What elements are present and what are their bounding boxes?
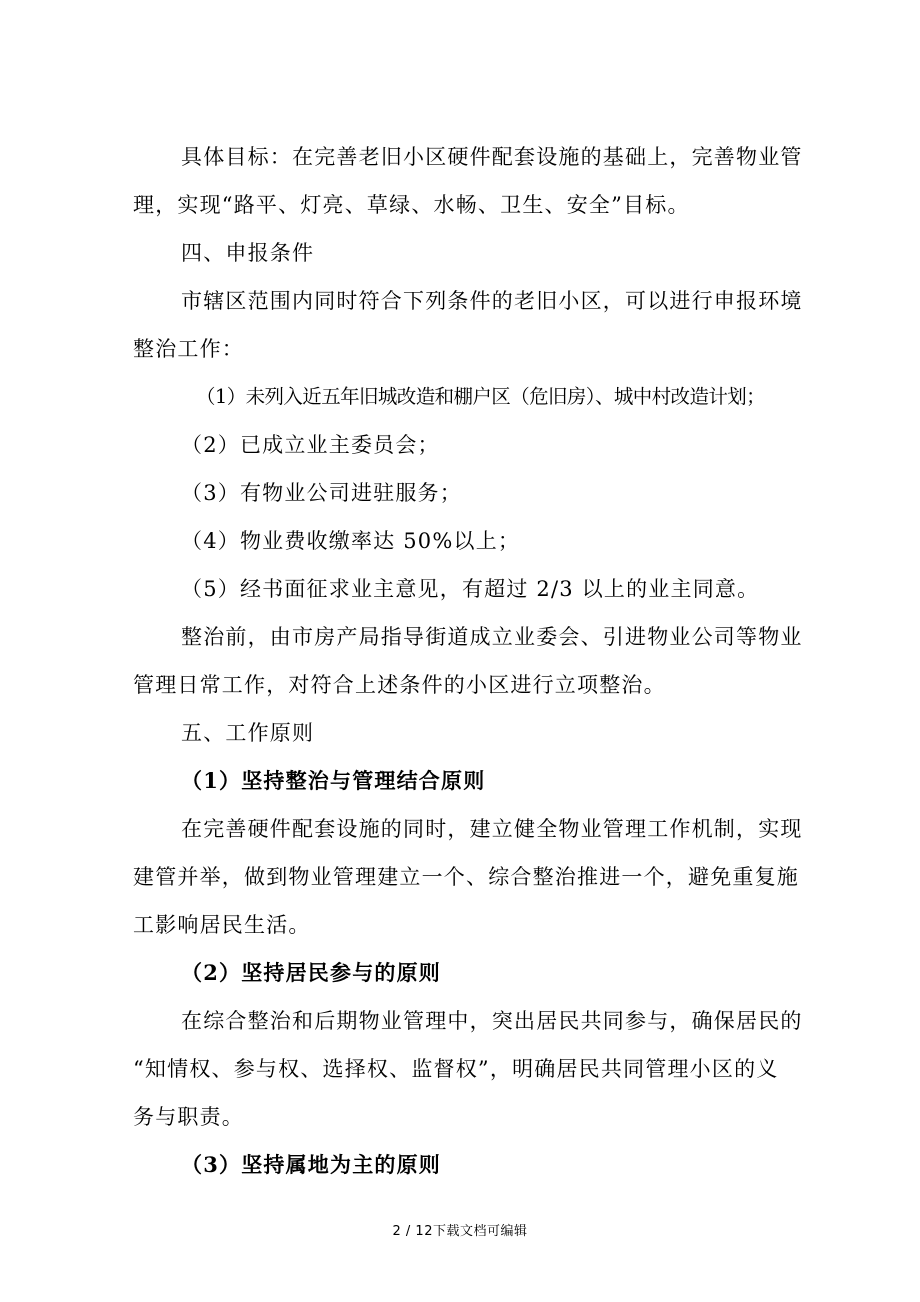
paragraph-line: 管理日常工作，对符合上述条件的小区进行立项整治。 [133,673,666,697]
paragraph-line: 市辖区范围内同时符合下列条件的老旧小区，可以进行申报环境 [181,289,803,313]
paragraph-line: 在完善硬件配套设施的同时，建立健全物业管理工作机制，实现 [181,817,803,841]
paragraph-line: 整治工作： [133,337,244,361]
list-item: （4）物业费收缴率达 50%以上； [181,529,521,553]
paragraph-line: 理，实现“路平、灯亮、草绿、水畅、卫生、安全”目标。 [133,193,690,217]
paragraph-line: 在综合整治和后期物业管理中，突出居民共同参与，确保居民的 [181,1009,803,1033]
principle-heading: （3）坚持属地为主的原则 [181,1152,442,1177]
page-footer: 2 / 12下载文档可编辑 [392,1224,528,1239]
section-heading: 五、工作原则 [181,721,315,745]
list-item: （3）有物业公司进驻服务； [181,481,462,505]
principle-heading: （2）坚持居民参与的原则 [181,960,442,985]
paragraph-line: 整治前，由市房产局指导街道成立业委会、引进物业公司等物业 [181,625,803,649]
paragraph-line: 具体目标：在完善老旧小区硬件配套设施的基础上，完善物业管 [181,145,803,169]
paragraph-line: 务与职责。 [133,1105,244,1129]
paragraph-line: “知情权、参与权、选择权、监督权”，明确居民共同管理小区的义 [133,1057,779,1081]
paragraph-line: 工影响居民生活。 [133,913,311,937]
list-item: （1）未列入近五年旧城改造和棚户区（危旧房）、城中村改造计划； [196,385,766,408]
principle-heading: （1）坚持整治与管理结合原则 [181,768,486,793]
list-item: （5）经书面征求业主意见，有超过 2/3 以上的业主同意。 [181,577,760,601]
paragraph-line: 建管并举，做到物业管理建立一个、综合整治推进一个，避免重复施 [133,865,799,889]
section-heading: 四、申报条件 [181,241,315,265]
list-item: （2）已成立业主委员会； [181,433,440,457]
